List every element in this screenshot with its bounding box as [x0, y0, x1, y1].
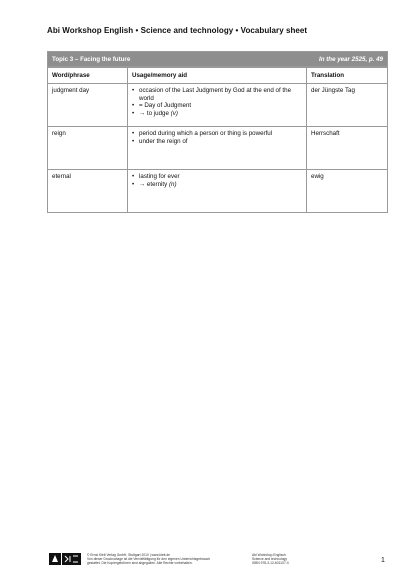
page-number: 1 [381, 557, 385, 564]
publisher-logo-icon [48, 552, 82, 566]
page-title: Abi Workshop English • Science and technology • Vocabulary sheet [47, 26, 308, 35]
table-row [48, 126, 387, 169]
translation-cell: der Jüngste Tag [311, 87, 355, 94]
translation-cell: ewig [311, 173, 324, 180]
word-cell: eternal [48, 170, 128, 212]
grammar-tag: (n) [168, 180, 177, 188]
usage-item: • occasion of the Last Judgment by God at the end of the world [132, 87, 302, 102]
usage-cell [128, 127, 307, 169]
column-header-usage: Usage/memory aid [128, 68, 307, 83]
usage-cell [128, 84, 307, 126]
usage-item: • = Day of Judgment [132, 102, 302, 110]
column-header-word: Word/phrase [48, 68, 128, 83]
table-header-row [48, 67, 387, 83]
table-row [48, 169, 387, 212]
usage-item [132, 110, 302, 118]
table-row [48, 83, 387, 126]
grammar-tag: (v) [170, 109, 178, 117]
footer-book-info: Abi Workshop Englisch Science and technology ISBN 978-3-12-601107-X [252, 553, 289, 566]
topic-reference: In the year 2525, p. 49 [319, 55, 383, 63]
usage-item: • period during which a person or thing is powerful [132, 130, 302, 138]
topic-bar [48, 52, 387, 67]
word-cell: judgment day [48, 84, 128, 126]
word-cell: reign [48, 127, 128, 169]
usage-item: • lasting for ever [132, 173, 302, 181]
footer-copyright: © Ernst Klett Verlag GmbH, Stuttgart 2010 | www.klett.de Von dieser Druckvorlage ist die Vervielfältigung für den eigenen Unterrichtsgebrauch gestattet. Die Kopiergebühren sind abgegolten. Alle Rechte vorbehalten. [87, 553, 211, 566]
usage-cell [128, 170, 307, 212]
usage-text: → to judge [139, 109, 169, 117]
column-header-translation: Translation [311, 71, 345, 79]
topic-title: Topic 3 – Facing the future [52, 55, 131, 63]
usage-item [132, 181, 302, 189]
usage-item: • under the reign of [132, 138, 302, 146]
translation-cell: Herrschaft [311, 130, 340, 137]
usage-text: → eternity [139, 180, 168, 188]
vocabulary-table [47, 51, 388, 213]
